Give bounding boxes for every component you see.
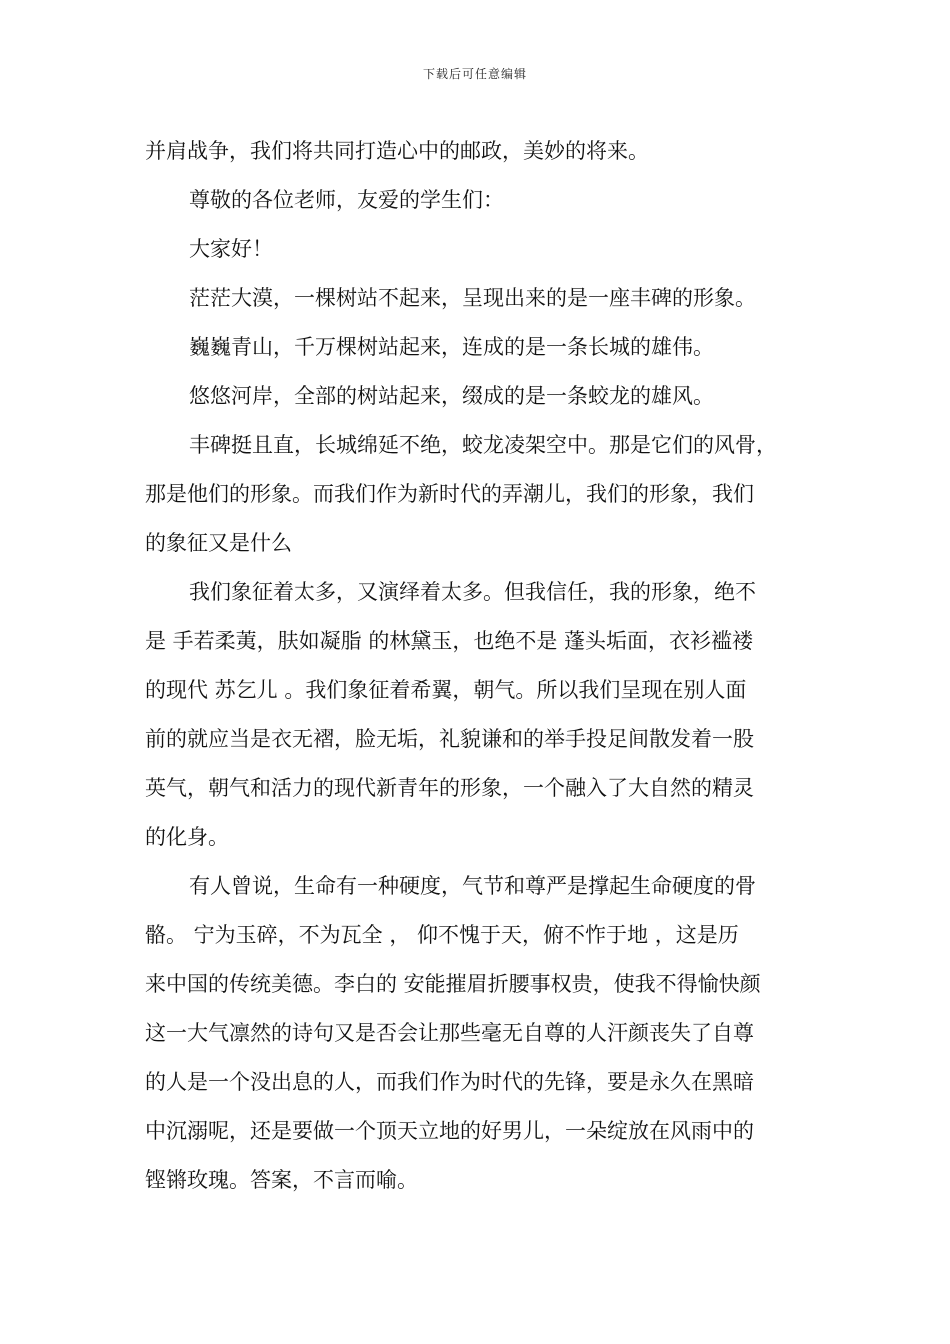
paragraph-4 — [145, 274, 810, 323]
text-line: 巍巍青山，千万棵树站起来，连成的是一条长城的雄伟。 — [189, 335, 714, 359]
text-line: 英气，朝气和活力的现代新青年的形象，一个融入了大自然的精灵 — [145, 776, 754, 800]
text-line: 骼。 宁为玉碎，不为瓦全 ， 仰不愧于天，俯不怍于地 ，这是历 — [145, 923, 739, 947]
text-line: 的人是一个没出息的人，而我们作为时代的先锋，要是永久在黑暗 — [145, 1070, 754, 1094]
paragraph-7 — [145, 421, 810, 568]
page-header: 下载后可任意编辑 — [422, 67, 527, 81]
text-line: 的象征又是什么 — [145, 531, 292, 555]
text-line: 前的就应当是衣无褶，脸无垢，礼貌谦和的举手投足间散发着一股 — [145, 727, 754, 751]
paragraph-8 — [145, 568, 810, 862]
paragraph-1 — [145, 127, 810, 176]
paragraph-3 — [145, 225, 810, 274]
text-line: 我们象征着太多，又演绎着太多。但我信任，我的形象，绝不 — [189, 580, 756, 604]
document-body — [145, 127, 810, 1205]
text-line: 中沉溺呢，还是要做一个顶天立地的好男儿，一朵绽放在风雨中的 — [145, 1119, 754, 1143]
text-line: 并肩战争，我们将共同打造心中的邮政，美妙的将来。 — [145, 139, 649, 163]
paragraph-2 — [145, 176, 810, 225]
text-line: 大家好！ — [189, 237, 273, 261]
text-line: 的现代 苏乞儿 。我们象征着希翼，朝气。所以我们呈现在别人面 — [145, 678, 747, 702]
text-line: 这一大气凛然的诗句又是否会让那些毫无自尊的人汗颜丧失了自尊 — [145, 1021, 754, 1045]
text-line: 悠悠河岸，全部的树站起来，缀成的是一条蛟龙的雄风。 — [189, 384, 714, 408]
text-line: 尊敬的各位老师，友爱的学生们： — [189, 188, 504, 212]
text-line: 是 手若柔荑，肤如凝脂 的林黛玉，也绝不是 蓬头垢面，衣衫褴褛 — [145, 629, 754, 653]
text-line: 铿锵玫瑰。答案，不言而喻。 — [145, 1168, 418, 1192]
paragraph-6 — [145, 372, 810, 421]
text-line: 茫茫大漠，一棵树站不起来，呈现出来的是一座丰碑的形象。 — [189, 286, 756, 310]
text-line: 丰碑挺且直，长城绵延不绝，蛟龙凌架空中。那是它们的风骨， — [189, 433, 777, 457]
paragraph-9 — [145, 862, 810, 1205]
text-line: 有人曾说，生命有一种硬度，气节和尊严是撑起生命硬度的骨 — [189, 874, 756, 898]
text-line: 的化身。 — [145, 825, 229, 849]
text-line: 来中国的传统美德。李白的 安能摧眉折腰事权贵，使我不得愉快颜 — [145, 972, 761, 996]
text-line: 那是他们的形象。而我们作为新时代的弄潮儿，我们的形象，我们 — [145, 482, 754, 506]
paragraph-5 — [145, 323, 810, 372]
